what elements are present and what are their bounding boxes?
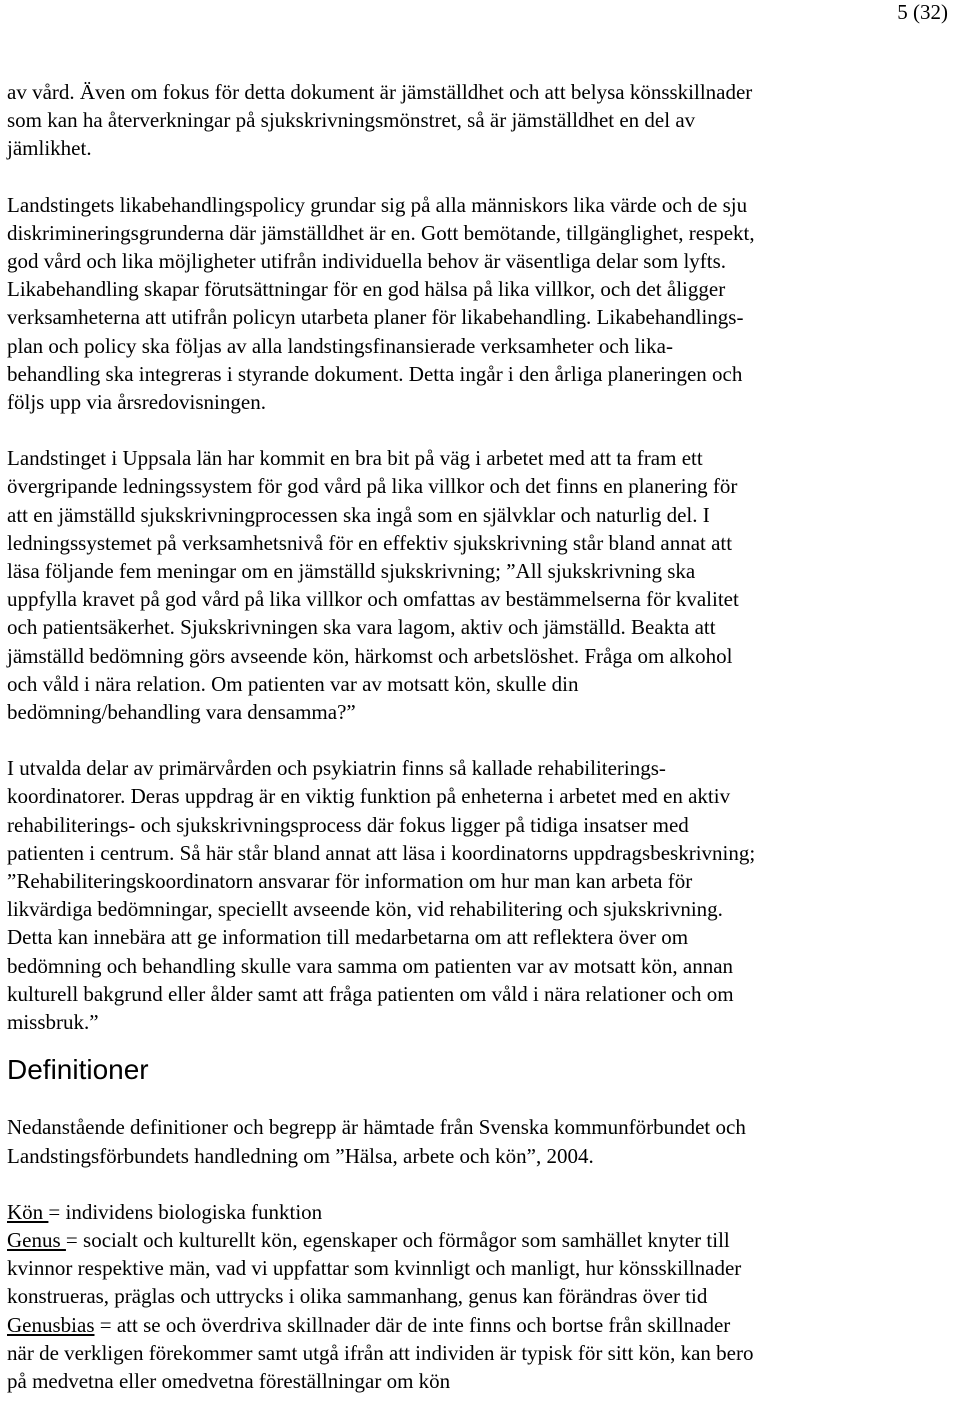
text-line: Detta kan innebära att ge information till medarbetarna om att reflektera över om: [7, 925, 689, 950]
definition-term: Genusbias: [7, 1312, 95, 1337]
text-line: verksamheterna att utifrån policyn utarbeta planer för likabehandling. Likabehandlings-: [7, 305, 744, 330]
definition-text: = att se och överdriva skillnader där de inte finns och bortse från skillnader: [94, 1312, 731, 1337]
definition-line: [7, 1198, 932, 1226]
text-line: I utvalda delar av primärvården och psykiatrin finns så kallade rehabiliterings-: [7, 756, 666, 781]
definition-text: = socialt och kulturellt kön, egenskaper och förmågor som samhället knyter till: [65, 1227, 730, 1252]
text-line: bedömning/behandling vara densamma?”: [7, 700, 356, 725]
paragraph-rehabkoordinatorer: [7, 754, 932, 1036]
text-line: ”Rehabiliteringskoordinatorn ansvarar för information om hur man kan arbeta för: [7, 869, 693, 894]
definition-line: [7, 1226, 932, 1254]
text-line: god vård och lika möjligheter utifrån individuella behov är väsentliga delar som lyfts.: [7, 249, 727, 274]
page-number: 5 (32): [897, 0, 948, 24]
paragraph-ledningssystem: [7, 444, 932, 726]
text-line: av vård. Även om fokus för detta dokument är jämställdhet och att belysa könsskillnader: [7, 80, 753, 104]
text-line: koordinatorer. Deras uppdrag är en viktig funktion på enheterna i arbetet med en aktiv: [7, 784, 731, 809]
text-line: Landstinget i Uppsala län har kommit en bra bit på väg i arbetet med att ta fram ett: [7, 446, 703, 471]
text-line: övergripande ledningssystem för god vård på lika villkor och det finns en planering för: [7, 474, 738, 499]
definition-item: [7, 1311, 932, 1396]
definition-line: kvinnor respektive män, vad vi uppfattar som kvinnligt och manligt, hur könsskillnader: [7, 1256, 742, 1281]
definition-line: konstrueras, präglas och uttrycks i olika sammanhang, genus kan förändras över tid: [7, 1284, 708, 1309]
text-line: kulturell bakgrund eller ålder samt att fråga patienten om våld i nära relationer och om: [7, 981, 734, 1006]
text-line: Nedanstående definitioner och begrepp är hämtade från Svenska kommunförbundet och: [7, 1115, 746, 1140]
text-line: och patientsäkerhet. Sjukskrivningen ska vara lagom, aktiv och jämställd. Beakta att: [7, 615, 716, 640]
text-line: behandling ska integreras i styrande dokument. Detta ingår i den årliga planeringen och: [7, 361, 743, 386]
text-line: bedömning och behandling skulle vara samma om patienten var av motsatt kön, annan: [7, 953, 734, 978]
definition-text: = individens biologiska funktion: [48, 1199, 323, 1224]
definitions-list: [7, 1198, 932, 1395]
text-line: jämlikhet.: [7, 136, 92, 161]
text-line: plan och policy ska följas av alla landstingsfinansierade verksamheter och lika-: [7, 333, 673, 358]
definition-line: när de verkligen förekommer samt utgå ifrån att individen är typisk för sitt kön, kan bero: [7, 1340, 754, 1365]
definition-item: [7, 1198, 932, 1226]
text-line: som kan ha återverkningar på sjukskrivningsmönstret, så är jämställdhet en del av: [7, 108, 696, 133]
text-line: diskrimineringsgrunderna där jämställdhet är en. Gott bemötande, tillgänglighet, respekt,: [7, 220, 755, 245]
text-line: läsa följande fem meningar om en jämställd sjukskrivning; ”All sjukskrivning ska: [7, 559, 696, 584]
definition-item: [7, 1226, 932, 1311]
paragraph-definitions-intro: [7, 1113, 932, 1169]
section-heading: Definitioner: [7, 1054, 149, 1086]
paragraph-intro: [7, 78, 932, 163]
text-line: att en jämställd sjukskrivningprocessen ska ingå som en självklar och naturlig del. I: [7, 502, 710, 527]
text-line: följs upp via årsredovisningen.: [7, 390, 266, 415]
text-line: Landstingsförbundets handledning om ”Hälsa, arbete och kön”, 2004.: [7, 1143, 594, 1168]
text-line: Likabehandling skapar förutsättningar för en god hälsa på lika villkor, och det åligger: [7, 277, 726, 302]
definition-term: Genus: [7, 1227, 66, 1252]
text-line: Landstingets likabehandlingspolicy grundar sig på alla människors lika värde och de sju: [7, 192, 748, 217]
definition-term: Kön: [7, 1199, 49, 1224]
text-line: likvärdiga bedömningar, speciellt avseende kön, vid rehabilitering och sjukskrivning.: [7, 897, 723, 922]
text-line: missbruk.”: [7, 1010, 99, 1035]
text-line: uppfylla kravet på god vård på lika villkor och omfattas av bestämmelserna för kvalitet: [7, 587, 739, 612]
paragraph-likabehandling: [7, 191, 932, 417]
definition-line: [7, 1311, 932, 1339]
text-line: patienten i centrum. Så här står bland annat att läsa i koordinatorns uppdragsbeskrivning;: [7, 840, 756, 865]
document-body: [7, 78, 932, 1395]
definition-line: på medvetna eller omedvetna föreställningar om kön: [7, 1368, 451, 1393]
text-line: jämställd bedömning görs avseende kön, härkomst och arbetslöshet. Fråga om alkohol: [7, 643, 733, 668]
text-line: och våld i nära relation. Om patienten var av motsatt kön, skulle din: [7, 671, 579, 696]
text-line: ledningssystemet på verksamhetsnivå för en effektiv sjukskrivning står bland annat att: [7, 530, 733, 555]
text-line: rehabiliterings- och sjukskrivningsprocess där fokus ligger på tidiga insatser med: [7, 812, 689, 837]
